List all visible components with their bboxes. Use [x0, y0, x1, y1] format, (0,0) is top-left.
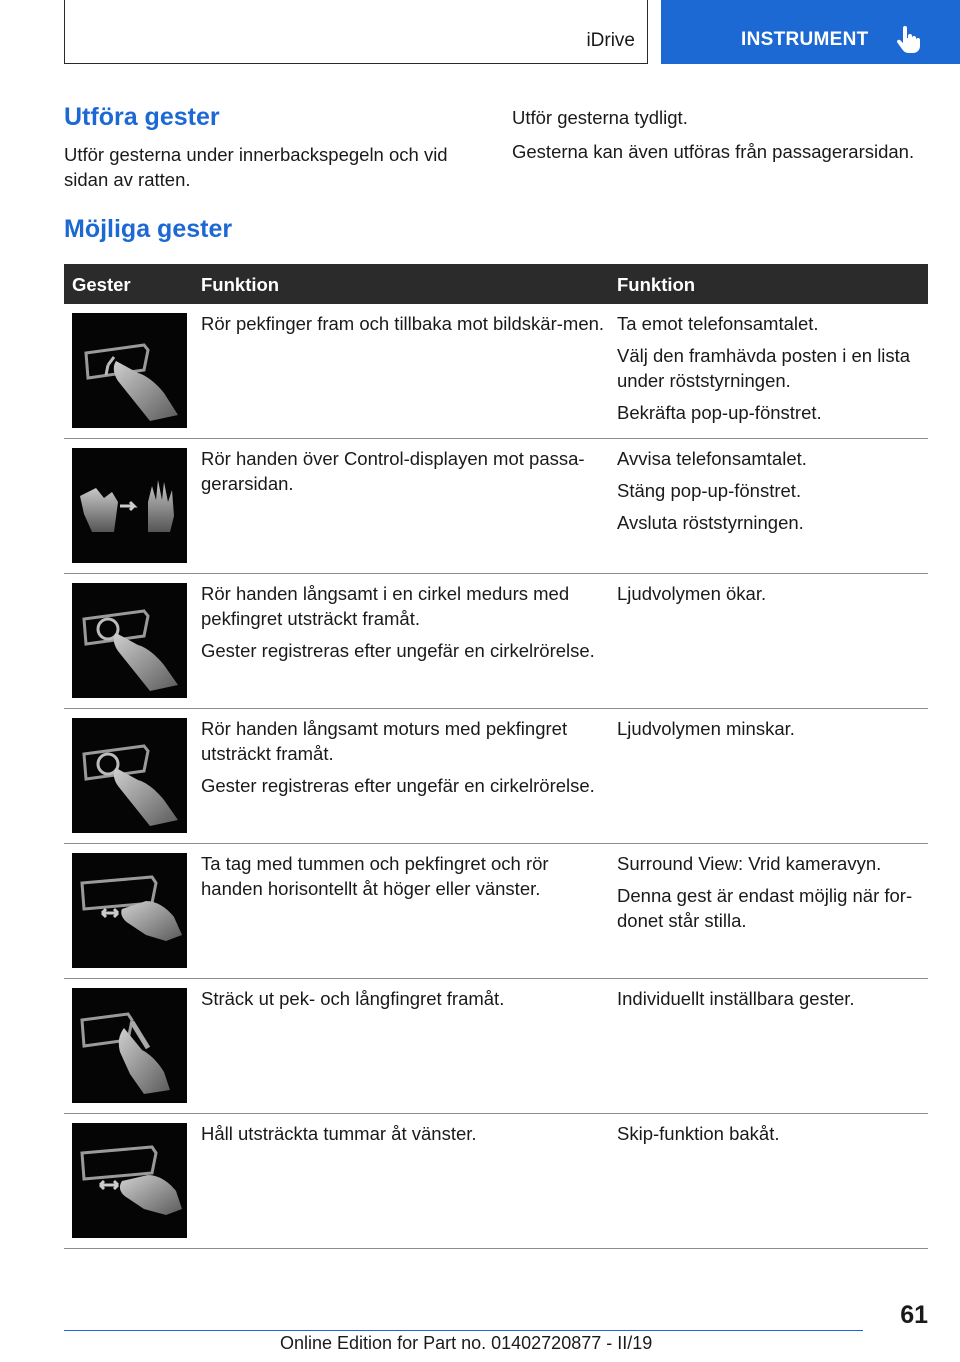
- gesture-functions: [617, 446, 927, 542]
- gesture-functions: [617, 581, 927, 613]
- gesture-description: [201, 311, 607, 343]
- description-text: Rör pekfinger fram och tillbaka mot bildskär-men.: [201, 313, 605, 334]
- description-text: Sträck ut pek- och långfingret framåt.: [201, 988, 505, 1009]
- description-text: Rör handen över Control-displayen mot passa-gerarsidan.: [201, 448, 585, 494]
- gesture-description: [201, 1121, 607, 1153]
- intro-paragraph: Utför gesterna tydligt.: [512, 107, 688, 128]
- description-text: Rör handen långsamt i en cirkel medurs med pekfingret utsträckt framåt.: [201, 583, 570, 629]
- header-section-box: [64, 0, 648, 64]
- table-row: [64, 1114, 928, 1249]
- gesture-table: [64, 264, 928, 1249]
- footer-divider: [64, 1330, 863, 1331]
- description-text: Rör handen långsamt moturs med pekfingret utsträckt framåt.: [201, 718, 568, 764]
- function-text: Bekräfta pop-up-fönstret.: [617, 402, 822, 423]
- function-text: Avsluta röststyrningen.: [617, 512, 804, 533]
- description-text: Gester registreras efter ungefär en cirkelrörelse.: [201, 640, 595, 661]
- column-header-funktion-2: Funktion: [617, 274, 696, 295]
- point-forward-gesture-icon: [72, 313, 187, 428]
- gesture-functions: [617, 851, 927, 940]
- function-text: Surround View: Vrid kameravyn.: [617, 853, 882, 874]
- function-text: Skip-funktion bakåt.: [617, 1123, 780, 1144]
- table-row: [64, 439, 928, 574]
- function-text: Ljudvolymen ökar.: [617, 583, 767, 604]
- function-text: Välj den framhävda posten i en lista under röststyrningen.: [617, 345, 911, 391]
- function-text: Ljudvolymen minskar.: [617, 718, 795, 739]
- gesture-functions: [617, 986, 927, 1018]
- header-section-label: iDrive: [586, 30, 635, 51]
- table-row: [64, 574, 928, 709]
- gesture-functions: [617, 1121, 927, 1153]
- table-row: [64, 304, 928, 439]
- function-text: Individuellt inställbara gester.: [617, 988, 855, 1009]
- function-text: Avvisa telefonsamtalet.: [617, 448, 807, 469]
- intro-paragraph: Gesterna kan även utföras från passagerarsidan.: [512, 141, 915, 162]
- function-text: Denna gest är endast möjlig när for-donet står stilla.: [617, 885, 913, 931]
- intro-text: Utför gesterna under innerbackspegeln och vid sidan av ratten.: [64, 144, 448, 190]
- edition-text: Online Edition for Part no. 01402720877 - II/19: [280, 1333, 653, 1353]
- description-text: Ta tag med tummen och pekfingret och rör handen horisontellt åt höger eller vänster.: [201, 853, 549, 899]
- column-header-funktion: Funktion: [201, 274, 280, 295]
- gesture-description: [201, 581, 607, 670]
- pointing-hand-icon: [895, 26, 921, 54]
- description-text: Gester registreras efter ungefär en cirkelrörelse.: [201, 775, 595, 796]
- swipe-hand-gesture-icon: [72, 448, 187, 563]
- circle-counterclockwise-gesture-icon: [72, 718, 187, 833]
- function-text: Stäng pop-up-fönstret.: [617, 480, 802, 501]
- table-row: [64, 979, 928, 1114]
- table-row: [64, 709, 928, 844]
- page-title: Utföra gester: [64, 103, 220, 131]
- section-title: Möjliga gester: [64, 215, 233, 243]
- pinch-rotate-gesture-icon: [72, 853, 187, 968]
- description-text: Håll utsträckta tummar åt vänster.: [201, 1123, 477, 1144]
- intro-right-column: [512, 105, 932, 173]
- header-chapter-tab[interactable]: [661, 0, 960, 64]
- function-text: Ta emot telefonsamtalet.: [617, 313, 819, 334]
- page-number: 61: [900, 1301, 928, 1329]
- gesture-functions: [617, 716, 927, 748]
- column-header-gester: Gester: [72, 274, 131, 295]
- table-row: [64, 844, 928, 979]
- two-finger-gesture-icon: [72, 988, 187, 1103]
- thumb-left-gesture-icon: [72, 1123, 187, 1238]
- gesture-functions: [617, 311, 927, 432]
- gesture-description: [201, 851, 607, 908]
- circle-clockwise-gesture-icon: [72, 583, 187, 698]
- gesture-description: [201, 986, 607, 1018]
- table-header: [64, 264, 928, 304]
- gesture-description: [201, 446, 607, 503]
- header-chapter-label: INSTRUMENT: [741, 29, 869, 50]
- gesture-description: [201, 716, 607, 805]
